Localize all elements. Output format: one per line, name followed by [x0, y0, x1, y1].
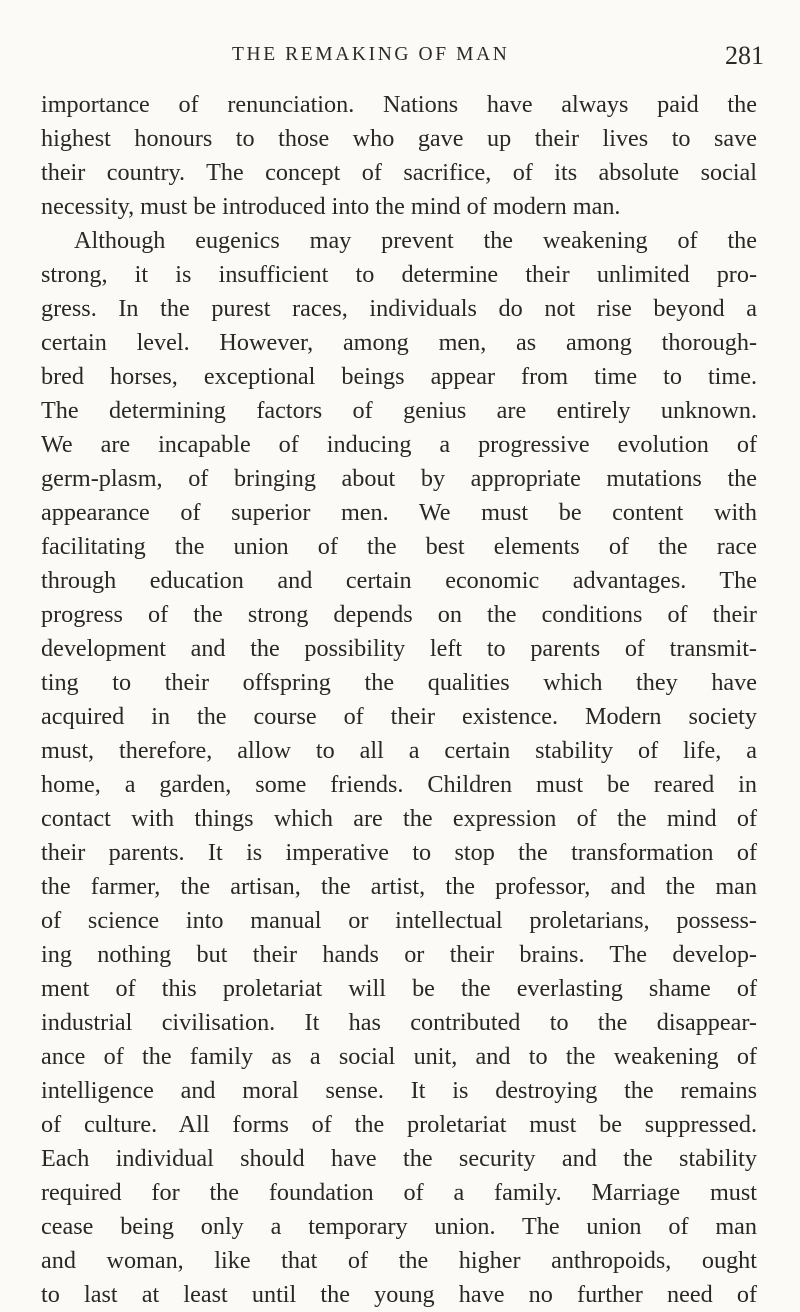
text-line: the farmer, the artisan, the artist, the professor, and the man	[41, 873, 757, 900]
text-line: appearance of superior men. We must be content with	[41, 499, 757, 526]
text-line: of culture. All forms of the proletariat must be suppressed.	[41, 1111, 757, 1138]
text-line: industrial civilisation. It has contributed to the disappear-	[41, 1009, 757, 1036]
text-line: germ-plasm, of bringing about by appropriate mutations the	[41, 465, 757, 492]
paragraph-start-line: Although eugenics may prevent the weakening of the	[74, 227, 757, 254]
text-line: certain level. However, among men, as among thorough-	[41, 329, 757, 356]
text-line: ing nothing but their hands or their brains. The develop-	[41, 941, 757, 968]
text-line: their parents. It is imperative to stop the transformation of	[41, 839, 757, 866]
text-line: ment of this proletariat will be the everlasting shame of	[41, 975, 757, 1002]
text-line: required for the foundation of a family. Marriage must	[41, 1179, 757, 1206]
text-line: their country. The concept of sacrifice, of its absolute social	[41, 159, 757, 186]
text-line: progress of the strong depends on the conditions of their	[41, 601, 757, 628]
text-line: of science into manual or intellectual proletarians, possess-	[41, 907, 757, 934]
text-line: bred horses, exceptional beings appear from time to time.	[41, 363, 757, 390]
text-line: cease being only a temporary union. The union of man	[41, 1213, 757, 1240]
text-line: to last at least until the young have no further need of	[41, 1281, 757, 1308]
text-line: gress. In the purest races, individuals do not rise beyond a	[41, 295, 757, 322]
text-line: necessity, must be introduced into the mind of modern man.	[41, 193, 621, 220]
text-line: home, a garden, some friends. Children must be reared in	[41, 771, 757, 798]
text-line: intelligence and moral sense. It is destroying the remains	[41, 1077, 757, 1104]
text-line: acquired in the course of their existence. Modern society	[41, 703, 757, 730]
text-line: importance of renunciation. Nations have always paid the	[41, 91, 757, 118]
text-line: strong, it is insufficient to determine their unlimited pro-	[41, 261, 757, 288]
running-head-title: THE REMAKING OF MAN	[232, 44, 510, 65]
page-number: 281	[725, 41, 764, 70]
text-line: We are incapable of inducing a progressive evolution of	[41, 431, 757, 458]
text-line: ting to their offspring the qualities which they have	[41, 669, 757, 696]
text-line: contact with things which are the expression of the mind of	[41, 805, 757, 832]
text-line: and woman, like that of the higher anthropoids, ought	[41, 1247, 757, 1274]
text-line: must, therefore, allow to all a certain stability of life, a	[41, 737, 757, 764]
text-line: ance of the family as a social unit, and to the weakening of	[41, 1043, 757, 1070]
text-line: highest honours to those who gave up their lives to save	[41, 125, 757, 152]
body-text	[41, 88, 757, 1312]
text-line: through education and certain economic advantages. The	[41, 567, 757, 594]
running-head	[0, 41, 800, 76]
text-line: development and the possibility left to parents of transmit-	[41, 635, 757, 662]
text-line: Each individual should have the security and the stability	[41, 1145, 757, 1172]
text-line: facilitating the union of the best elements of the race	[41, 533, 757, 560]
text-line: The determining factors of genius are entirely unknown.	[41, 397, 757, 424]
